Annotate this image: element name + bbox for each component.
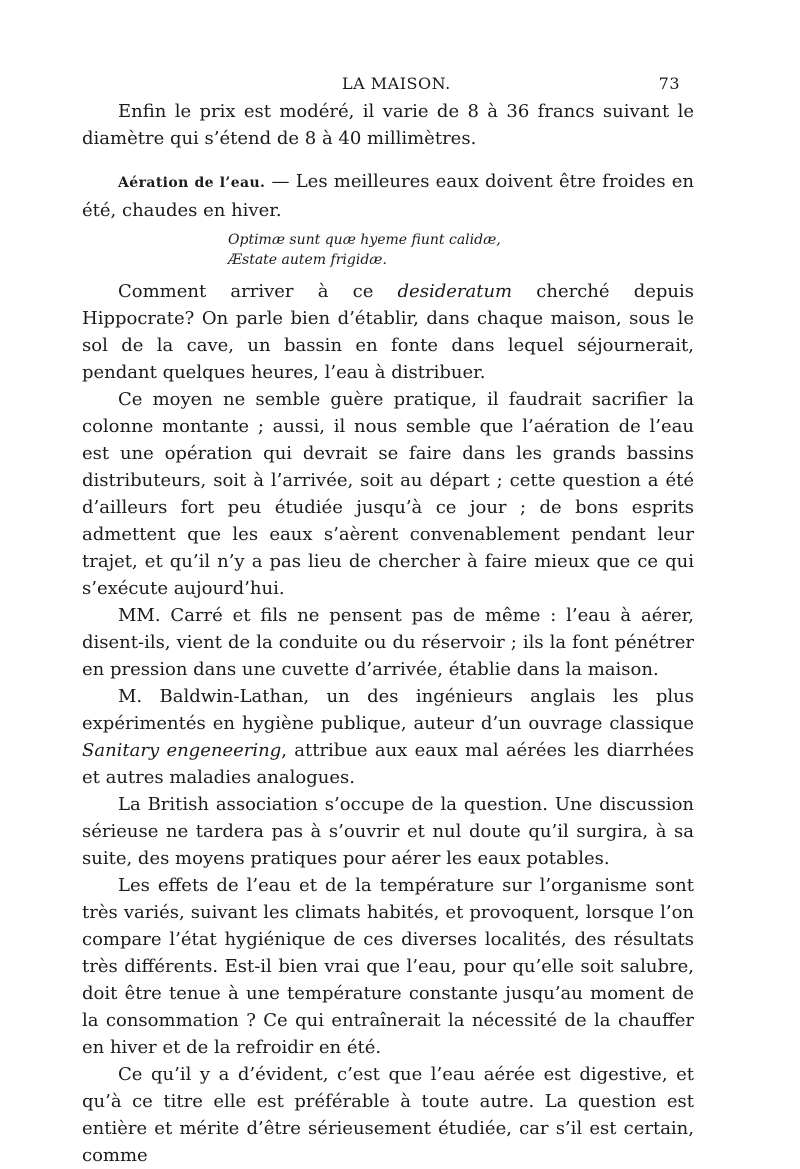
paragraph-baldwin-start: M. Baldwin-Lathan, un des ingénieurs anglais les plus expérimentés en hygiène publique, auteur d’un ouvrage classique [82,686,694,734]
running-head [82,72,694,98]
paragraph-aeration-text: — Les meilleures eaux doivent être froides en été, chaudes en hiver. [82,171,694,221]
desideratum-term: desideratum [397,281,513,302]
paragraph-effets: Les effets de l’eau et de la température sur l’organisme sont très variés, suivant les climats habités, et provoquent, lorsque l’on compare l’état hygiénique de ces diverses localités, des résultats très différents. Est-il bien vrai que l’eau, pour qu’elle soit salubre, doit être tenue à une température constante jusqu’au moment de la consommation ? Ce qui entraînerait la nécessité de la chauffer en hiver et de la refroidir en été. [82,875,694,1058]
running-title: LA MAISON. [342,74,451,93]
section-spacer [82,152,694,168]
paragraph-british: La British association s’occupe de la question. Une discussion sérieuse ne tardera pas à s’ouvrir et nul doute qu’il surgira, à sa suite, des moyens pratiques pour aérer les eaux potables. [82,794,694,869]
latin-quote [82,230,694,270]
paragraph-moyen: Ce moyen ne semble guère pratique, il faudrait sacrifier la colonne montante ; aussi, il nous semble que l’aération de l’eau est une opération qui devrait se faire dans les grands bassins distributeurs, soit à l’arrivée, soit au départ ; cette question a été d’ailleurs fort peu étudiée jusqu’à ce jour ; de bons esprits admettent que les eaux s’aèrent convenablement pendant leur trajet, et qu’il n’y a pas lieu de chercher à faire mieux que ce qui s’exécute aujourd’hui. [82,389,694,599]
paragraph-hippocrate [82,278,694,386]
paragraph-baldwin [82,683,694,791]
section-heading: Aération de l’eau. [118,175,266,191]
paragraph-hippocrate-rest: cherché depuis Hippocrate? On parle bien d’établir, dans chaque maison, sous le sol de la cave, un bassin en fonte dans lequel séjournerait, pendant quelques heures, l’eau à distribuer. [82,281,695,383]
quote-line-1: Optimæ sunt quæ hyeme fiunt calidæ, [228,232,501,248]
paragraph-baldwin-rest: , attribue aux eaux mal aérées les diarrhées et autres maladies analogues. [82,740,694,788]
page [82,72,694,1169]
paragraph-price: Enfin le prix est modéré, il varie de 8 à 36 francs suivant le diamètre qui s’étend de 8 à 40 millimètres. [82,101,694,149]
paragraph-evident: Ce qu’il y a d’évident, c’est que l’eau aérée est digestive, et qu’à ce titre elle est préférable à toute autre. La question est entière et mérite d’être sérieusement étudiée, car s’il est certain, comme [82,1064,694,1166]
quote-line-2: Æstate autem frigidæ. [228,252,387,268]
book-title: Sanitary engeneering [82,740,282,761]
paragraph-hippocrate-start: Comment arriver à ce [118,281,398,302]
page-number: 73 [658,74,680,93]
paragraph-aeration [82,168,694,224]
paragraph-carre: MM. Carré et fils ne pensent pas de même : l’eau à aérer, disent-ils, vient de la conduite ou du réservoir ; ils la font pénétrer en pression dans une cuvette d’arrivée, établie dans la maison. [82,605,694,680]
